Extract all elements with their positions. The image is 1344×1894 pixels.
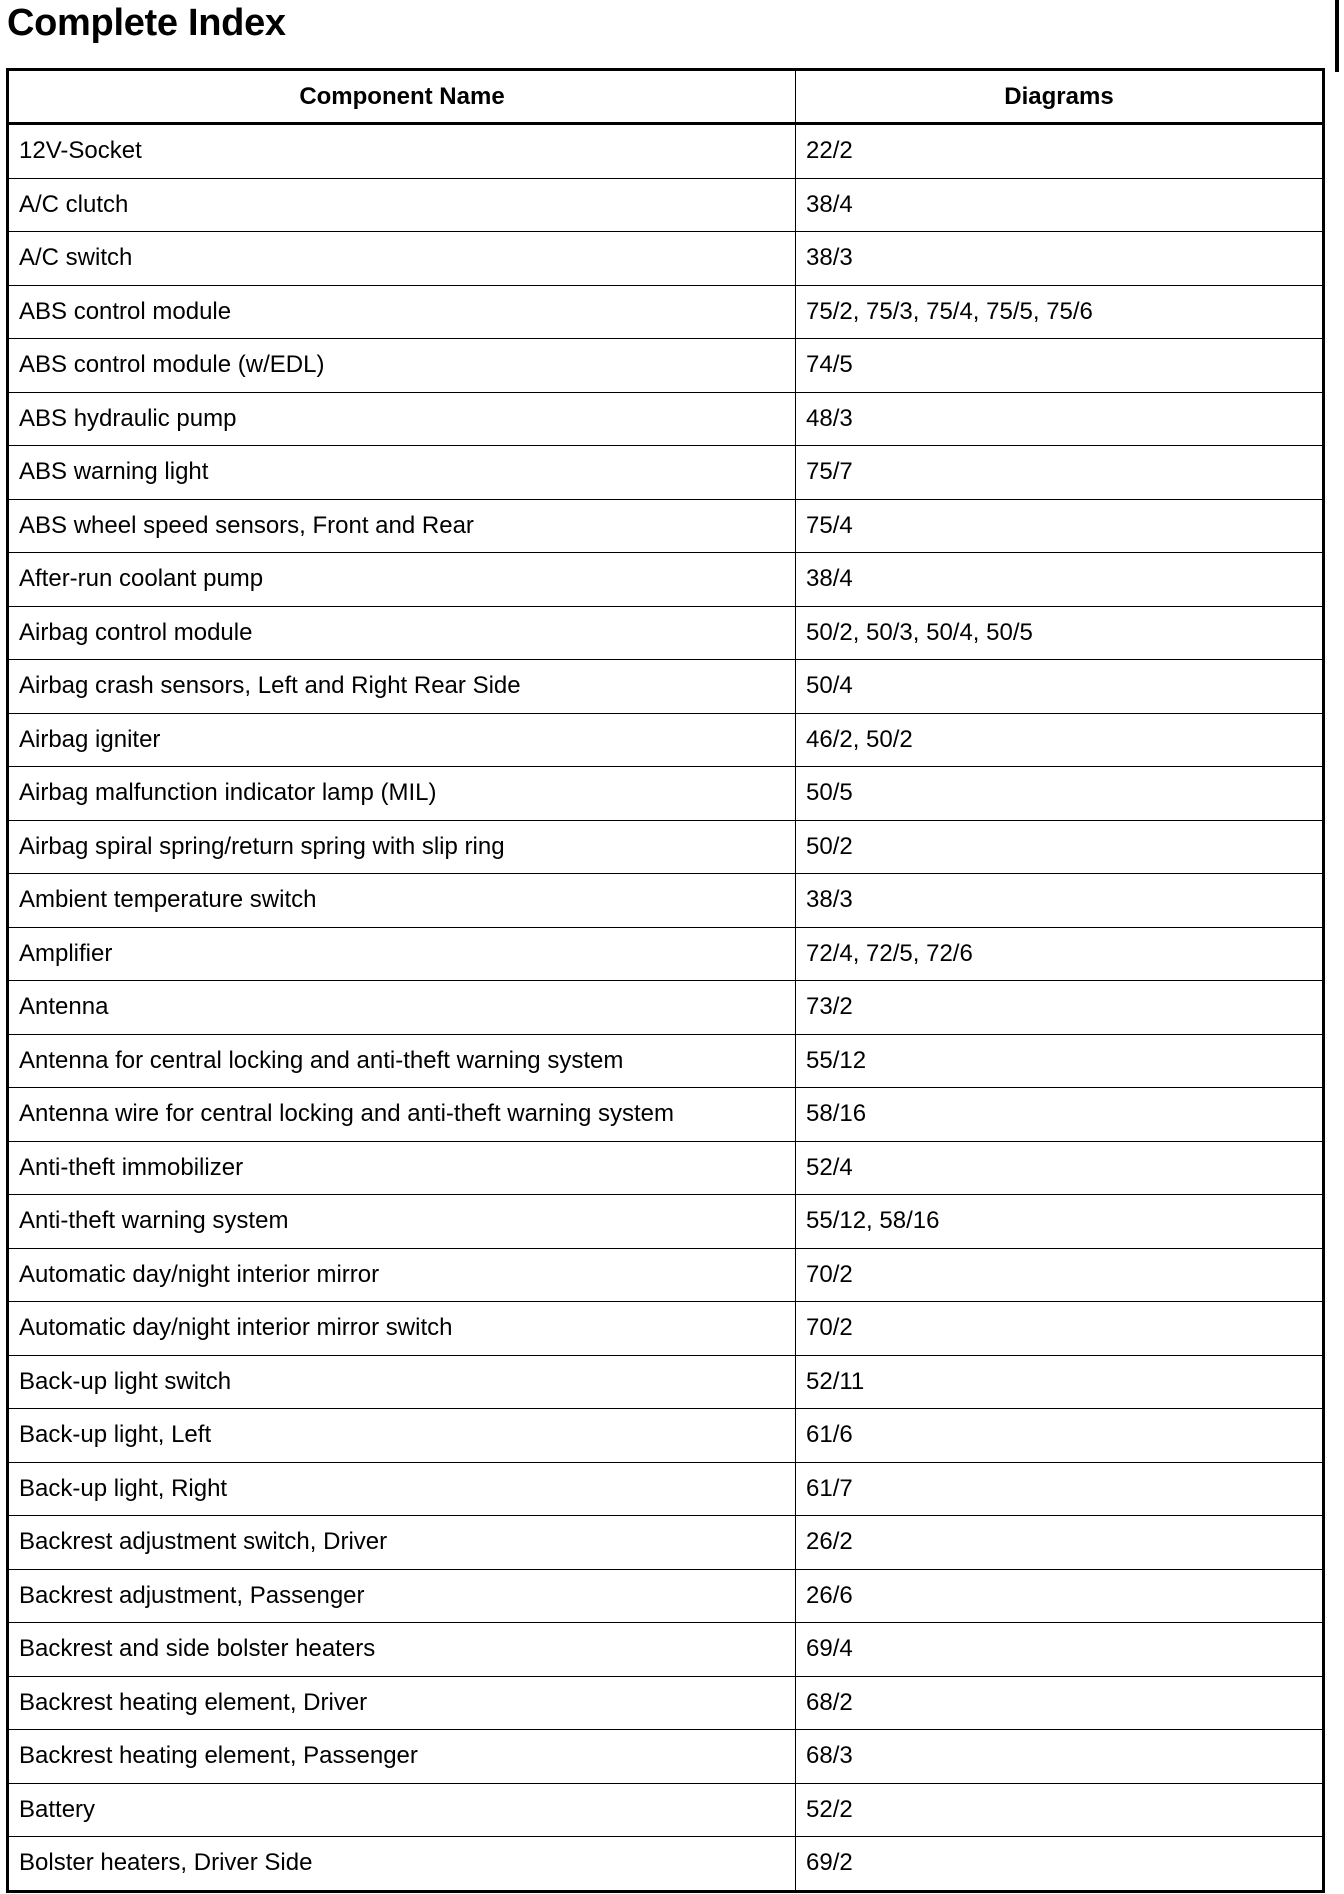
- table-row: [8, 874, 1324, 928]
- diagrams-cell: 68/2: [796, 1676, 1324, 1730]
- table-row: [8, 1462, 1324, 1516]
- table-row: [8, 1783, 1324, 1837]
- diagrams-cell: 70/2: [796, 1302, 1324, 1356]
- table-row: [8, 178, 1324, 232]
- component-index-table: [6, 68, 1325, 1893]
- component-name-cell: ABS control module (w/EDL): [8, 339, 796, 393]
- diagrams-cell: 75/7: [796, 446, 1324, 500]
- table-row: [8, 446, 1324, 500]
- component-name-cell: Amplifier: [8, 927, 796, 981]
- diagrams-cell: 74/5: [796, 339, 1324, 393]
- table-row: [8, 1248, 1324, 1302]
- component-name-cell: Antenna: [8, 981, 796, 1035]
- component-name-cell: Battery: [8, 1783, 796, 1837]
- component-name-cell: Anti-theft immobilizer: [8, 1141, 796, 1195]
- diagrams-cell: 69/2: [796, 1837, 1324, 1892]
- component-name-cell: A/C switch: [8, 232, 796, 286]
- diagrams-cell: 38/3: [796, 232, 1324, 286]
- diagrams-cell: 75/2, 75/3, 75/4, 75/5, 75/6: [796, 285, 1324, 339]
- diagrams-cell: 26/2: [796, 1516, 1324, 1570]
- table-row: [8, 1730, 1324, 1784]
- table-row: [8, 1837, 1324, 1892]
- component-name-cell: Airbag crash sensors, Left and Right Rear Side: [8, 660, 796, 714]
- component-name-cell: After-run coolant pump: [8, 553, 796, 607]
- diagrams-cell: 58/16: [796, 1088, 1324, 1142]
- table-row: [8, 124, 1324, 179]
- table-row: [8, 553, 1324, 607]
- diagrams-cell: 61/7: [796, 1462, 1324, 1516]
- diagrams-cell: 38/4: [796, 553, 1324, 607]
- diagrams-cell: 38/3: [796, 874, 1324, 928]
- diagrams-cell: 50/2, 50/3, 50/4, 50/5: [796, 606, 1324, 660]
- component-name-cell: ABS control module: [8, 285, 796, 339]
- diagrams-cell: 22/2: [796, 124, 1324, 179]
- diagrams-cell: 26/6: [796, 1569, 1324, 1623]
- component-name-cell: Airbag control module: [8, 606, 796, 660]
- diagrams-cell: 48/3: [796, 392, 1324, 446]
- table-row: [8, 767, 1324, 821]
- table-header-row: [8, 70, 1324, 124]
- diagrams-cell: 70/2: [796, 1248, 1324, 1302]
- component-name-cell: Backrest adjustment switch, Driver: [8, 1516, 796, 1570]
- table-row: [8, 1516, 1324, 1570]
- component-name-cell: Anti-theft warning system: [8, 1195, 796, 1249]
- table-row: [8, 820, 1324, 874]
- diagrams-cell: 75/4: [796, 499, 1324, 553]
- table-row: [8, 499, 1324, 553]
- diagrams-cell: 69/4: [796, 1623, 1324, 1677]
- column-header-diagrams: Diagrams: [796, 70, 1324, 124]
- component-name-cell: Back-up light, Right: [8, 1462, 796, 1516]
- table-body: [8, 124, 1324, 1892]
- table-row: [8, 1195, 1324, 1249]
- component-name-cell: ABS wheel speed sensors, Front and Rear: [8, 499, 796, 553]
- diagrams-cell: 50/4: [796, 660, 1324, 714]
- table-row: [8, 285, 1324, 339]
- table-row: [8, 1302, 1324, 1356]
- table-row: [8, 1623, 1324, 1677]
- component-name-cell: Automatic day/night interior mirror: [8, 1248, 796, 1302]
- table-row: [8, 606, 1324, 660]
- component-name-cell: Airbag spiral spring/return spring with slip ring: [8, 820, 796, 874]
- table-row: [8, 1409, 1324, 1463]
- component-name-cell: Back-up light switch: [8, 1355, 796, 1409]
- component-name-cell: Backrest adjustment, Passenger: [8, 1569, 796, 1623]
- component-name-cell: Backrest heating element, Passenger: [8, 1730, 796, 1784]
- component-name-cell: Bolster heaters, Driver Side: [8, 1837, 796, 1892]
- diagrams-cell: 46/2, 50/2: [796, 713, 1324, 767]
- diagrams-cell: 50/5: [796, 767, 1324, 821]
- table-row: [8, 392, 1324, 446]
- diagrams-cell: 38/4: [796, 178, 1324, 232]
- diagrams-cell: 50/2: [796, 820, 1324, 874]
- diagrams-cell: 68/3: [796, 1730, 1324, 1784]
- component-name-cell: Ambient temperature switch: [8, 874, 796, 928]
- diagrams-cell: 52/4: [796, 1141, 1324, 1195]
- table-row: [8, 339, 1324, 393]
- table-row: [8, 927, 1324, 981]
- component-name-cell: Backrest heating element, Driver: [8, 1676, 796, 1730]
- component-name-cell: Automatic day/night interior mirror switch: [8, 1302, 796, 1356]
- component-name-cell: Antenna for central locking and anti-theft warning system: [8, 1034, 796, 1088]
- component-name-cell: ABS warning light: [8, 446, 796, 500]
- diagrams-cell: 55/12: [796, 1034, 1324, 1088]
- page-edge-bar: [1335, 0, 1339, 72]
- component-name-cell: Airbag malfunction indicator lamp (MIL): [8, 767, 796, 821]
- table-row: [8, 1569, 1324, 1623]
- diagrams-cell: 61/6: [796, 1409, 1324, 1463]
- table-row: [8, 713, 1324, 767]
- diagrams-cell: 55/12, 58/16: [796, 1195, 1324, 1249]
- diagrams-cell: 73/2: [796, 981, 1324, 1035]
- table-row: [8, 232, 1324, 286]
- component-name-cell: Airbag igniter: [8, 713, 796, 767]
- table-row: [8, 660, 1324, 714]
- table-row: [8, 1088, 1324, 1142]
- component-name-cell: A/C clutch: [8, 178, 796, 232]
- table-row: [8, 1034, 1324, 1088]
- table-row: [8, 1141, 1324, 1195]
- diagrams-cell: 52/2: [796, 1783, 1324, 1837]
- diagrams-cell: 72/4, 72/5, 72/6: [796, 927, 1324, 981]
- table-row: [8, 981, 1324, 1035]
- table-row: [8, 1355, 1324, 1409]
- diagrams-cell: 52/11: [796, 1355, 1324, 1409]
- table-row: [8, 1676, 1324, 1730]
- component-name-cell: Antenna wire for central locking and anti-theft warning system: [8, 1088, 796, 1142]
- column-header-component: Component Name: [8, 70, 796, 124]
- component-name-cell: 12V-Socket: [8, 124, 796, 179]
- page-title: Complete Index: [7, 2, 286, 44]
- component-name-cell: Back-up light, Left: [8, 1409, 796, 1463]
- component-name-cell: ABS hydraulic pump: [8, 392, 796, 446]
- component-name-cell: Backrest and side bolster heaters: [8, 1623, 796, 1677]
